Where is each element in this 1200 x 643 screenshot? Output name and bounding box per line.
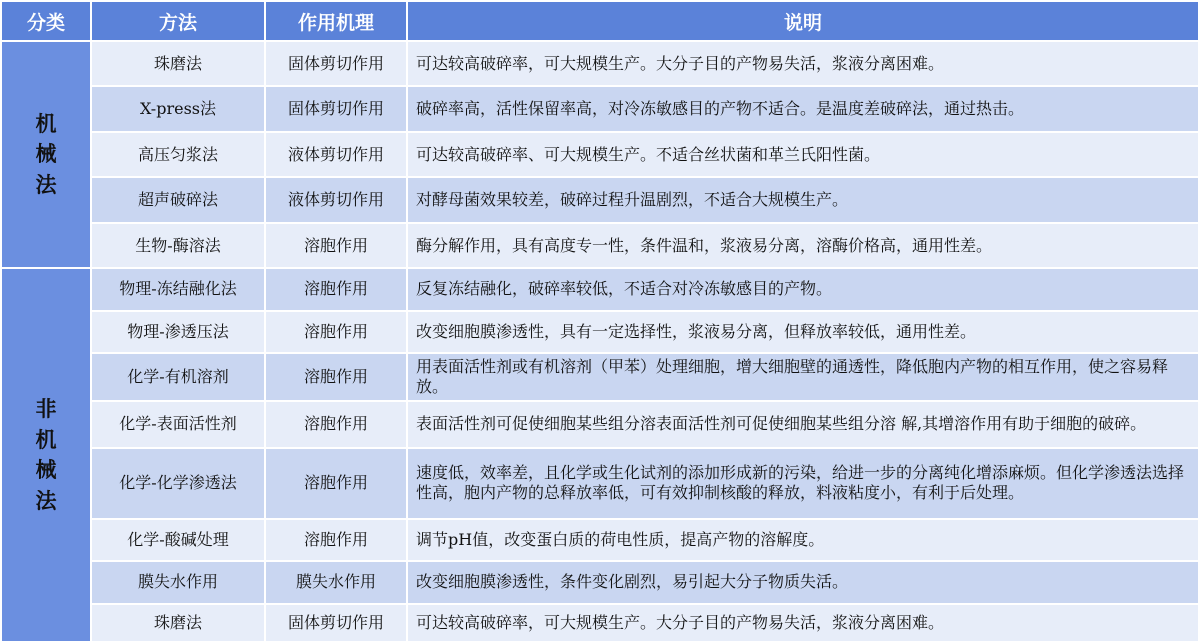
description-cell: 速度低，效率差，且化学或生化试剂的添加形成新的污染，给进一步的分离纯化增添麻烦。但化学渗透法选择性高，胞内产物的总释放率低，可有效抑制核酸的释放，料液粘度小，有利于后处理。 xyxy=(408,449,1198,518)
mechanism-cell: 固体剪切作用 xyxy=(266,42,406,85)
header-description: 说明 xyxy=(408,2,1198,40)
table-row xyxy=(2,354,1198,399)
category-label: 非机械法 xyxy=(35,397,57,513)
mechanism-cell: 固体剪切作用 xyxy=(266,87,406,130)
category-label: 机械法 xyxy=(35,111,57,197)
header-mechanism: 作用机理 xyxy=(266,2,406,40)
method-cell: X-press法 xyxy=(92,87,264,130)
description-cell: 调节pH值，改变蛋白质的荷电性质，提高产物的溶解度。 xyxy=(408,520,1198,560)
description-cell: 用表面活性剂或有机溶剂（甲苯）处理细胞，增大细胞壁的通透性，降低胞内产物的相互作用，使之容易释放。 xyxy=(408,354,1198,399)
table-row xyxy=(2,269,1198,309)
category-cell-mechanical xyxy=(2,42,90,267)
header-row xyxy=(2,2,1198,40)
method-cell: 珠磨法 xyxy=(92,42,264,85)
description-cell: 酶分解作用，具有高度专一性，条件温和，浆液易分离，溶酶价格高，通用性差。 xyxy=(408,224,1198,267)
method-cell: 物理-渗透压法 xyxy=(92,312,264,352)
method-cell: 物理-冻结融化法 xyxy=(92,269,264,309)
mechanism-cell: 溶胞作用 xyxy=(266,449,406,518)
mechanism-cell: 溶胞作用 xyxy=(266,269,406,309)
method-cell: 高压匀浆法 xyxy=(92,133,264,176)
description-cell: 可达较高破碎率，可大规模生产。大分子目的产物易失活，浆液分离困难。 xyxy=(408,42,1198,85)
table-row xyxy=(2,42,1198,85)
description-cell: 改变细胞膜渗透性，条件变化剧烈，易引起大分子物质失活。 xyxy=(408,562,1198,602)
description-cell: 对酵母菌效果较差，破碎过程升温剧烈，不适合大规模生产。 xyxy=(408,178,1198,221)
description-cell: 破碎率高，活性保留率高，对冷冻敏感目的产物不适合。是温度差破碎法，通过热击。 xyxy=(408,87,1198,130)
mechanism-cell: 溶胞作用 xyxy=(266,224,406,267)
description-cell: 表面活性剂可促使细胞某些组分溶表面活性剂可促使细胞某些组分溶 解,其增溶作用有助于细胞的破碎。 xyxy=(408,402,1198,447)
header-method: 方法 xyxy=(92,2,264,40)
mechanism-cell: 液体剪切作用 xyxy=(266,178,406,221)
mechanism-cell: 膜失水作用 xyxy=(266,562,406,602)
table-row xyxy=(2,224,1198,267)
description-cell: 改变细胞膜渗透性，具有一定选择性，浆液易分离，但释放率较低，通用性差。 xyxy=(408,312,1198,352)
table-row xyxy=(2,133,1198,176)
mechanism-cell: 固体剪切作用 xyxy=(266,605,406,641)
table-row xyxy=(2,178,1198,221)
table-row xyxy=(2,449,1198,518)
method-cell: 化学-酸碱处理 xyxy=(92,520,264,560)
mechanism-cell: 溶胞作用 xyxy=(266,312,406,352)
method-cell: 化学-化学渗透法 xyxy=(92,449,264,518)
table-row xyxy=(2,312,1198,352)
mechanism-cell: 溶胞作用 xyxy=(266,520,406,560)
table-row xyxy=(2,402,1198,447)
table-row xyxy=(2,87,1198,130)
description-cell: 可达较高破碎率，可大规模生产。大分子目的产物易失活，浆液分离困难。 xyxy=(408,605,1198,641)
category-cell-non-mechanical xyxy=(2,269,90,641)
method-cell: 生物-酶溶法 xyxy=(92,224,264,267)
method-cell: 化学-有机溶剂 xyxy=(92,354,264,399)
table-row xyxy=(2,605,1198,641)
mechanism-cell: 溶胞作用 xyxy=(266,354,406,399)
description-cell: 可达较高破碎率、可大规模生产。不适合丝状菌和革兰氏阳性菌。 xyxy=(408,133,1198,176)
mechanism-cell: 溶胞作用 xyxy=(266,402,406,447)
method-cell: 化学-表面活性剂 xyxy=(92,402,264,447)
method-cell: 超声破碎法 xyxy=(92,178,264,221)
table-row xyxy=(2,562,1198,602)
table-row xyxy=(2,520,1198,560)
header-category: 分类 xyxy=(2,2,90,40)
method-cell: 膜失水作用 xyxy=(92,562,264,602)
description-cell: 反复冻结融化，破碎率较低，不适合对冷冻敏感目的产物。 xyxy=(408,269,1198,309)
method-cell: 珠磨法 xyxy=(92,605,264,641)
mechanism-cell: 液体剪切作用 xyxy=(266,133,406,176)
